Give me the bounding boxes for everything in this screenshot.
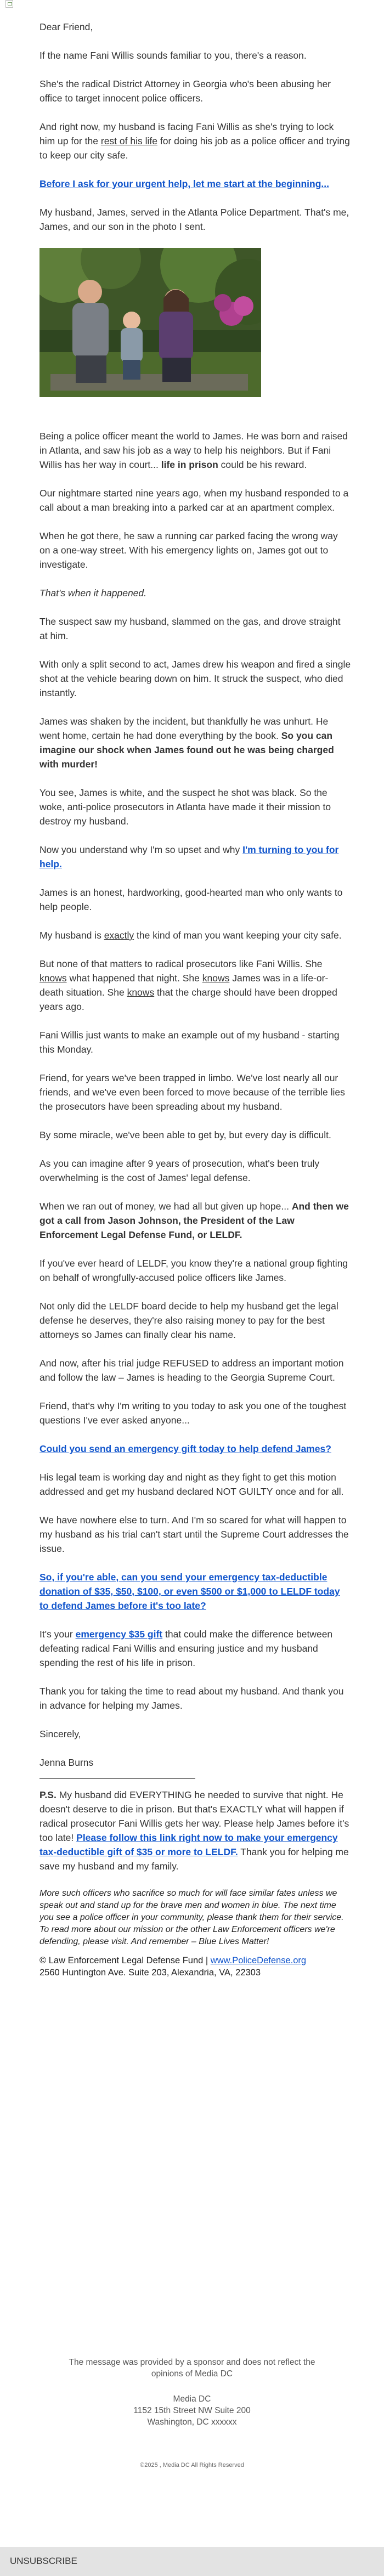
- ps-donate-link[interactable]: Please follow this link right now to make your emergency tax-deductible gift of $35 or more to LELDF.: [39, 1832, 338, 1857]
- disclaimer: More such officers who sacrifice so much for will face similar fates unless we speak out and stand up for the brave men and women in blue. The next time you see a police officer in your community, please thank them for their service. To read more about our mission or the other Law Enforcement officers we're defending, please visit. And remember – Blue Lives Matter!: [39, 1889, 344, 1946]
- start-link[interactable]: Before I ask for your urgent help, let me start at the beginning...: [39, 178, 329, 189]
- signature-divider: [39, 1778, 195, 1779]
- paragraph: By some miracle, we've been able to get by, but every day is difficult.: [39, 1129, 331, 1140]
- paragraph: You see, James is white, and the suspect he shot was black. So the woke, anti-police prosecutors in Atlanta have made it their mission to destroy my husband.: [39, 787, 331, 827]
- paragraph: [39, 1442, 351, 1456]
- text: that the charge should have been dropped years ago.: [39, 987, 337, 1012]
- postscript: [39, 1788, 351, 1873]
- paragraph: His legal team is working day and night as they fight to get this motion addressed and get my husband declared NOT GUILTY once and for all.: [39, 1472, 344, 1497]
- family-photo-graphic: [39, 248, 261, 397]
- underlined-text: knows: [202, 973, 230, 984]
- unsubscribe-bar: [0, 2547, 384, 2576]
- paragraph: Our nightmare started nine years ago, when my husband responded to a call about a man breaking into a parked car at an apartment complex.: [39, 488, 349, 513]
- family-photo: [39, 248, 261, 397]
- email-body: [39, 20, 351, 1979]
- text: the kind of man you want keeping your city safe.: [134, 930, 342, 941]
- paragraph: And now, after his trial judge REFUSED to address an important motion and follow the law – James is heading to the Georgia Supreme Court.: [39, 1358, 344, 1383]
- unsubscribe-link[interactable]: UNSUBSCRIBE: [10, 2556, 77, 2566]
- paragraph: [39, 957, 351, 1014]
- paragraph: Friend, that's why I'm writing to you today to ask you one of the toughest questions I've ever asked anyone...: [39, 1400, 347, 1426]
- text: what happened that night. She: [66, 973, 202, 984]
- paragraph: [39, 928, 351, 942]
- donate-link[interactable]: Could you send an emergency gift today to help defend James?: [39, 1443, 331, 1454]
- org-website-link[interactable]: www.PoliceDefense.org: [210, 1956, 307, 1965]
- ps-label: P.S.: [39, 1789, 57, 1800]
- paragraph: [39, 1570, 351, 1613]
- text: that could make the difference between defeating radical Fani Willis and ensuring justice and my husband spending the rest of his life in prison.: [39, 1629, 333, 1668]
- text: James was in a life-or-death situation. She: [39, 973, 329, 998]
- paragraph: Thank you for taking the time to read about my husband. And thank you in advance for helping my James.: [39, 1686, 344, 1711]
- underlined-text: knows: [39, 973, 67, 984]
- text: for doing his job as a police officer and trying to keep our city safe.: [39, 135, 350, 161]
- paragraph: [39, 429, 351, 472]
- text: And right now, my husband is facing Fani Willis as she's trying to lock him up for the: [39, 121, 334, 146]
- paragraph: If the name Fani Willis sounds familiar to you, there's a reason.: [39, 50, 307, 61]
- gift-35-link[interactable]: emergency $35 gift: [75, 1629, 163, 1640]
- paragraph: [39, 120, 351, 162]
- paragraph: My husband, James, served in the Atlanta Police Department. That's me, James, and our son in the photo I sent.: [39, 207, 349, 232]
- footer-city: Washington, DC xxxxxx: [147, 2417, 237, 2427]
- underlined-text: rest of his life: [100, 135, 157, 146]
- bold-text: life in prison: [161, 459, 218, 470]
- text: could be his reward.: [218, 459, 307, 470]
- paragraph: [39, 1199, 351, 1242]
- paragraph: Friend, for years we've been trapped in limbo. We've lost nearly all our friends, and we've even been forced to move because of the terrible lies the prosecutors have been spreading about my husband.: [39, 1072, 345, 1112]
- paragraph: Not only did the LELDF board decide to help my husband get the legal defense he deserves, they're also raising money to pay for the best attorneys so James can finally clear his name.: [39, 1301, 338, 1340]
- text: But none of that matters to radical prosecutors like Fani Willis. She: [39, 958, 323, 969]
- help-link[interactable]: I'm turning to you for help.: [39, 844, 339, 869]
- sponsor-footer: [0, 2357, 384, 2471]
- paragraph: [39, 1627, 351, 1670]
- paragraph: As you can imagine after 9 years of prosecution, what's been truly overwhelming is the cost of James' legal defense.: [39, 1158, 320, 1183]
- text: James was shaken by the incident, but thankfully he was unhurt. He went home, certain he had done everything by the book.: [39, 716, 329, 741]
- underlined-text: exactly: [104, 930, 134, 941]
- paragraph: We have nowhere else to turn. And I'm so scared for what will happen to my husband as his trial can't start until the Supreme Court addresses the issue.: [39, 1515, 349, 1554]
- text: My husband is: [39, 930, 104, 941]
- paragraph: With only a split second to act, James drew his weapon and fired a single shot at the vehicle bearing down on him. It struck the suspect, who died instantly.: [39, 659, 351, 698]
- org-address: 2560 Huntington Ave. Suite 203, Alexandria, VA, 22303: [39, 1968, 261, 1978]
- closing: Sincerely,: [39, 1728, 81, 1739]
- signature: Jenna Burns: [39, 1757, 94, 1768]
- paragraph: When he got there, he saw a running car parked facing the wrong way on a one-way street. With his emergency lights on, James got out to investigate.: [39, 530, 338, 570]
- text: When we ran out of money, we had all but given up hope...: [39, 1201, 292, 1212]
- bold-text: And then we got a call from Jason Johnson, the President of the Law Enforcement Legal Defense Fund, or LELDF.: [39, 1201, 349, 1240]
- paragraph: The suspect saw my husband, slammed on the gas, and drove straight at him.: [39, 616, 341, 641]
- paragraph: [39, 843, 351, 871]
- donate-amounts-link[interactable]: So, if you're able, can you send your emergency tax-deductible donation of $35, $50, $100, or even $500 or $1,000 to LELDF today to defend James before it's too late?: [39, 1572, 340, 1611]
- footer-street: 1152 15th Street NW Suite 200: [133, 2406, 251, 2415]
- org-line: [39, 1954, 351, 1967]
- greeting: Dear Friend,: [39, 21, 93, 32]
- text: Thank you for helping me save my husband and my family.: [39, 1846, 349, 1872]
- paragraph: James is an honest, hardworking, good-hearted man who only wants to help people.: [39, 887, 343, 912]
- paragraph: Fani Willis just wants to make an example out of my husband - starting this Monday.: [39, 1030, 340, 1055]
- text: It's your: [39, 1629, 76, 1640]
- paragraph: If you've ever heard of LELDF, you know they're a national group fighting on behalf of wrongfully-accused police officers like James.: [39, 1258, 348, 1283]
- sponsor-message: The message was provided by a sponsor and does not reflect the opinions of Media DC: [69, 2358, 315, 2379]
- org-copyright: © Law Enforcement Legal Defense Fund |: [39, 1956, 211, 1965]
- footer-company: Media DC: [173, 2394, 211, 2404]
- text: Being a police officer meant the world to James. He was born and raised in Atlanta, and saw his job as a way to help his neighbors. But if Fani Willis has her way in court...: [39, 431, 348, 470]
- bold-text: So you can imagine our shock when James found out he was being charged with murder!: [39, 730, 334, 770]
- text: Now you understand why I'm so upset and why: [39, 844, 243, 855]
- text: My husband did EVERYTHING he needed to survive that night. He doesn't deserve to die in prison. But that's EXACTLY what will happen if radical prosecutor Fani Willis gets her way. Please help James before it's too late!: [39, 1789, 349, 1843]
- footer-copyright: ©2025 , Media DC All Rights Reserved: [140, 2462, 244, 2468]
- broken-image-icon: [5, 0, 13, 8]
- paragraph: [39, 714, 351, 771]
- underlined-text: knows: [127, 987, 155, 998]
- paragraph: That's when it happened.: [39, 587, 147, 598]
- paragraph: [39, 177, 351, 191]
- paragraph: She's the radical District Attorney in Georgia who's been abusing her office to target innocent police officers.: [39, 78, 331, 104]
